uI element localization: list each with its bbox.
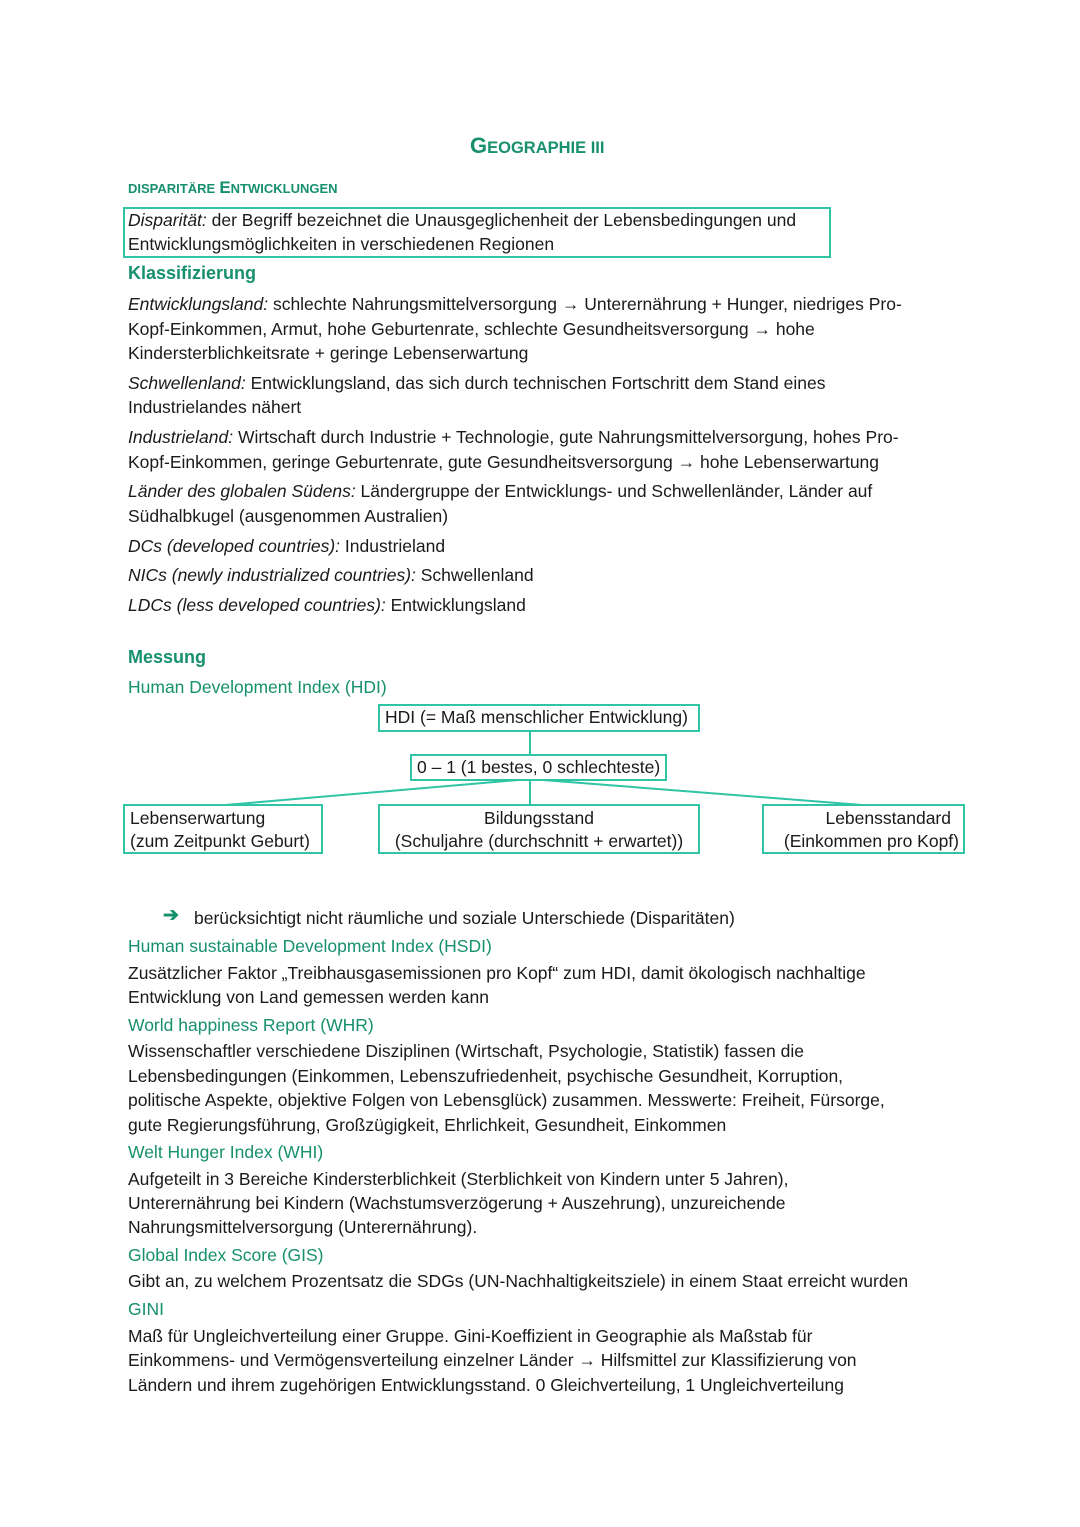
whr-line-2: Lebensbedingungen (Einkommen, Lebenszufriedenheit, psychische Gesundheit, Korruption, (128, 1066, 844, 1086)
dcs-line: DCs (developed countries): Industrieland (128, 536, 446, 556)
schwellenland-line-2: Industrielandes nähert (128, 397, 302, 417)
entwicklungsland-line-3: Kindersterblichkeitsrate + geringe Lebenserwartung (128, 343, 529, 363)
hdi-note: berücksichtigt nicht räumliche und soziale Unterschiede (Disparitäten) (194, 908, 735, 928)
section-heading: DISPARITÄRE ENTWICKLUNGEN (128, 178, 338, 197)
gini-line-2: Einkommens- und Vermögensverteilung einzelner Länder → Hilfsmittel zur Klassifizierung von (128, 1350, 857, 1370)
gis-title: Global Index Score (GIS) (128, 1245, 324, 1265)
hsdi-line-1: Zusätzlicher Faktor „Treibhausgasemissionen pro Kopf“ zum HDI, damit ökologisch nachhaltige (128, 963, 866, 983)
messung-heading: Messung (128, 647, 207, 667)
hdi-node-lebenserwartung: Lebenserwartung (zum Zeitpunkt Geburt) (123, 804, 323, 854)
whr-title: World happiness Report (WHR) (128, 1015, 374, 1035)
whi-line-3: Nahrungsmittelversorgung (Unterernährung). (128, 1217, 478, 1237)
definition-line-2: Entwicklungsmöglichkeiten in verschiedenen Regionen (128, 234, 555, 254)
sueden-line-2: Südhalbkugel (ausgenommen Australien) (128, 506, 449, 526)
sueden-line-1: Länder des globalen Südens: Ländergruppe der Entwicklungs- und Schwellenländer, Länder auf (128, 481, 873, 501)
whi-line-1: Aufgeteilt in 3 Bereiche Kindersterblichkeit (Sterblichkeit von Kindern unter 5 Jahren), (128, 1169, 789, 1189)
connector-scale-left (225, 779, 530, 805)
hdi-node-lebensstandard: Lebensstandard (Einkommen pro Kopf) (762, 804, 965, 854)
whi-title: Welt Hunger Index (WHI) (128, 1142, 324, 1162)
connector-scale-right (530, 779, 862, 805)
hdi-scale-node: 0 – 1 (1 bestes, 0 schlechteste) (410, 754, 667, 781)
hdi-node-bildungsstand: Bildungsstand (Schuljahre (durchschnitt + erwartet)) (378, 804, 700, 854)
schwellenland-line-1: Schwellenland: Entwicklungsland, das sich durch technischen Fortschritt dem Stand eines (128, 373, 826, 393)
industrieland-line-2: Kopf-Einkommen, geringe Geburtenrate, gute Gesundheitsversorgung → hohe Lebenserwartung (128, 452, 880, 472)
nics-line: NICs (newly industrialized countries): Schwellenland (128, 565, 534, 585)
ldcs-line: LDCs (less developed countries): Entwicklungsland (128, 595, 526, 615)
hsdi-title: Human sustainable Development Index (HSDI) (128, 936, 492, 956)
gini-line-1: Maß für Ungleichverteilung einer Gruppe. Gini-Koeffizient in Geographie als Maßstab für (128, 1326, 813, 1346)
entwicklungsland-line-2: Kopf-Einkommen, Armut, hohe Geburtenrate, schlechte Gesundheitsversorgung → hohe (128, 319, 815, 339)
whr-line-4: gute Regierungsführung, Großzügigkeit, Ehrlichkeit, Gesundheit, Einkommen (128, 1115, 727, 1135)
gis-line-1: Gibt an, zu welchem Prozentsatz die SDGs (UN-Nachhaltigkeitsziele) in einem Staat erreicht wurden (128, 1271, 909, 1291)
hdi-root-node: HDI (= Maß menschlicher Entwicklung) (378, 704, 700, 732)
gini-line-3: Ländern und ihrem zugehörigen Entwicklungsstand. 0 Gleichverteilung, 1 Ungleichverteilung (128, 1375, 844, 1395)
arrow-right-icon: ➔ (163, 905, 179, 926)
whi-line-2: Unterernährung bei Kindern (Wachstumsverzögerung + Auszehrung), unzureichende (128, 1193, 786, 1213)
hsdi-line-2: Entwicklung von Land gemessen werden kann (128, 987, 489, 1007)
gini-title: GINI (128, 1299, 164, 1319)
whr-line-1: Wissenschaftler verschiedene Disziplinen (Wirtschaft, Psychologie, Statistik) fassen die (128, 1041, 804, 1061)
entwicklungsland-line-1: Entwicklungsland: schlechte Nahrungsmittelversorgung → Unterernährung + Hunger, niedriges Pro- (128, 294, 902, 314)
klassifizierung-heading: Klassifizierung (128, 263, 257, 283)
hdi-title: Human Development Index (HDI) (128, 677, 387, 697)
whr-line-3: politische Aspekte, objektive Folgen von Lebensglück) zusammen. Messwerte: Freiheit, Fürsorge, (128, 1090, 885, 1110)
page-title: GEOGRAPHIE III (470, 133, 605, 158)
industrieland-line-1: Industrieland: Wirtschaft durch Industrie + Technologie, gute Nahrungsmittelversorgung, hohes Pro- (128, 427, 899, 447)
definition-line-1: Disparität: der Begriff bezeichnet die Unausgeglichenheit der Lebensbedingungen und (128, 210, 797, 230)
